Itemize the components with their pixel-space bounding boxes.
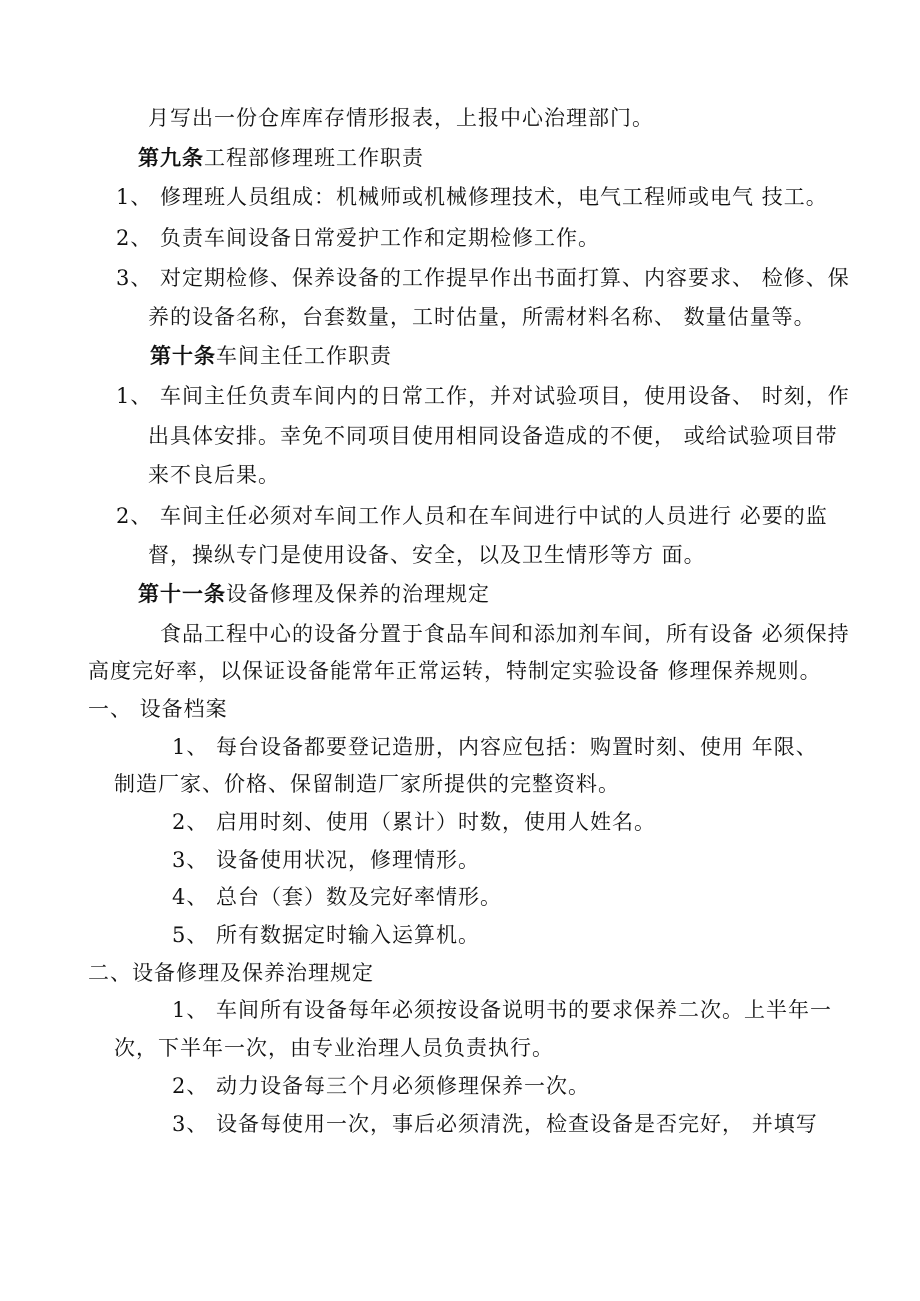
list-item: 2、 负责车间设备日常爱护工作和定期检修工作。: [116, 226, 601, 250]
section-heading: 一、 设备档案: [88, 697, 228, 721]
article-11-heading: [138, 579, 490, 609]
list-item: 1、 车间主任负责车间内的日常工作，并对试验项目，使用设备、 时刻，作: [116, 384, 850, 408]
list-item-continuation: 养的设备名称，台套数量，工时估量，所需材料名称、 数量估量等。: [148, 305, 816, 329]
list-item: 3、 设备使用状况，修理情形。: [172, 848, 481, 872]
list-item: 2、 动力设备每三个月必须修理保养一次。: [172, 1074, 591, 1098]
list-item: 2、 启用时刻、使用（累计）时数，使用人姓名。: [172, 810, 657, 834]
list-item-continuation: 督，操纵专门是使用设备、安全，以及卫生情形等方 面。: [148, 543, 706, 567]
list-item: 1、 修理班人员组成：机械师或机械修理技术，电气工程师或电气 技工。: [116, 185, 828, 209]
list-item: 2、 车间主任必须对车间工作人员和在车间进行中试的人员进行 必要的监: [116, 504, 828, 528]
article-number: 第九条: [138, 145, 204, 170]
paragraph-line: 高度完好率，以保证设备能常年正常运转，特制定实验设备 修理保养规则。: [88, 659, 822, 683]
article-10-heading: [150, 341, 392, 371]
list-item: 3、 设备每使用一次，事后必须清洗，检查设备是否完好， 并填写: [172, 1112, 818, 1136]
list-item-continuation: 制造厂家、价格、保留制造厂家所提供的完整资料。: [114, 772, 620, 796]
text-line: 月写出一份仓库库存情形报表，上报中心治理部门。: [148, 106, 654, 130]
list-item-continuation: 次，下半年一次，由专业治理人员负责执行。: [114, 1036, 554, 1060]
article-number: 第十条: [150, 343, 216, 368]
list-item-continuation: 来不良后果。: [148, 463, 280, 487]
article-9-heading: [138, 143, 424, 173]
list-item: 1、 车间所有设备每年必须按设备说明书的要求保养二次。上半年一: [172, 998, 833, 1022]
article-title: 设备修理及保养的治理规定: [226, 582, 490, 606]
paragraph-line: 食品工程中心的设备分置于食品车间和添加剂车间，所有设备 必须保持: [160, 622, 850, 646]
article-title: 工程部修理班工作职责: [204, 146, 424, 170]
list-item: 4、 总台（套）数及完好率情形。: [172, 885, 503, 909]
article-number: 第十一条: [138, 581, 226, 606]
list-item: 3、 对定期检修、保养设备的工作提早作出书面打算、内容要求、 检修、保: [116, 266, 850, 290]
list-item: 5、 所有数据定时输入运算机。: [172, 923, 481, 947]
list-item: 1、 每台设备都要登记造册，内容应包括：购置时刻、使用 年限、: [172, 735, 818, 759]
section-heading: 二、设备修理及保养治理规定: [88, 961, 374, 985]
article-title: 车间主任工作职责: [216, 344, 392, 368]
list-item-continuation: 出具体安排。幸免不同项目使用相同设备造成的不便， 或给试验项目带: [148, 424, 838, 448]
